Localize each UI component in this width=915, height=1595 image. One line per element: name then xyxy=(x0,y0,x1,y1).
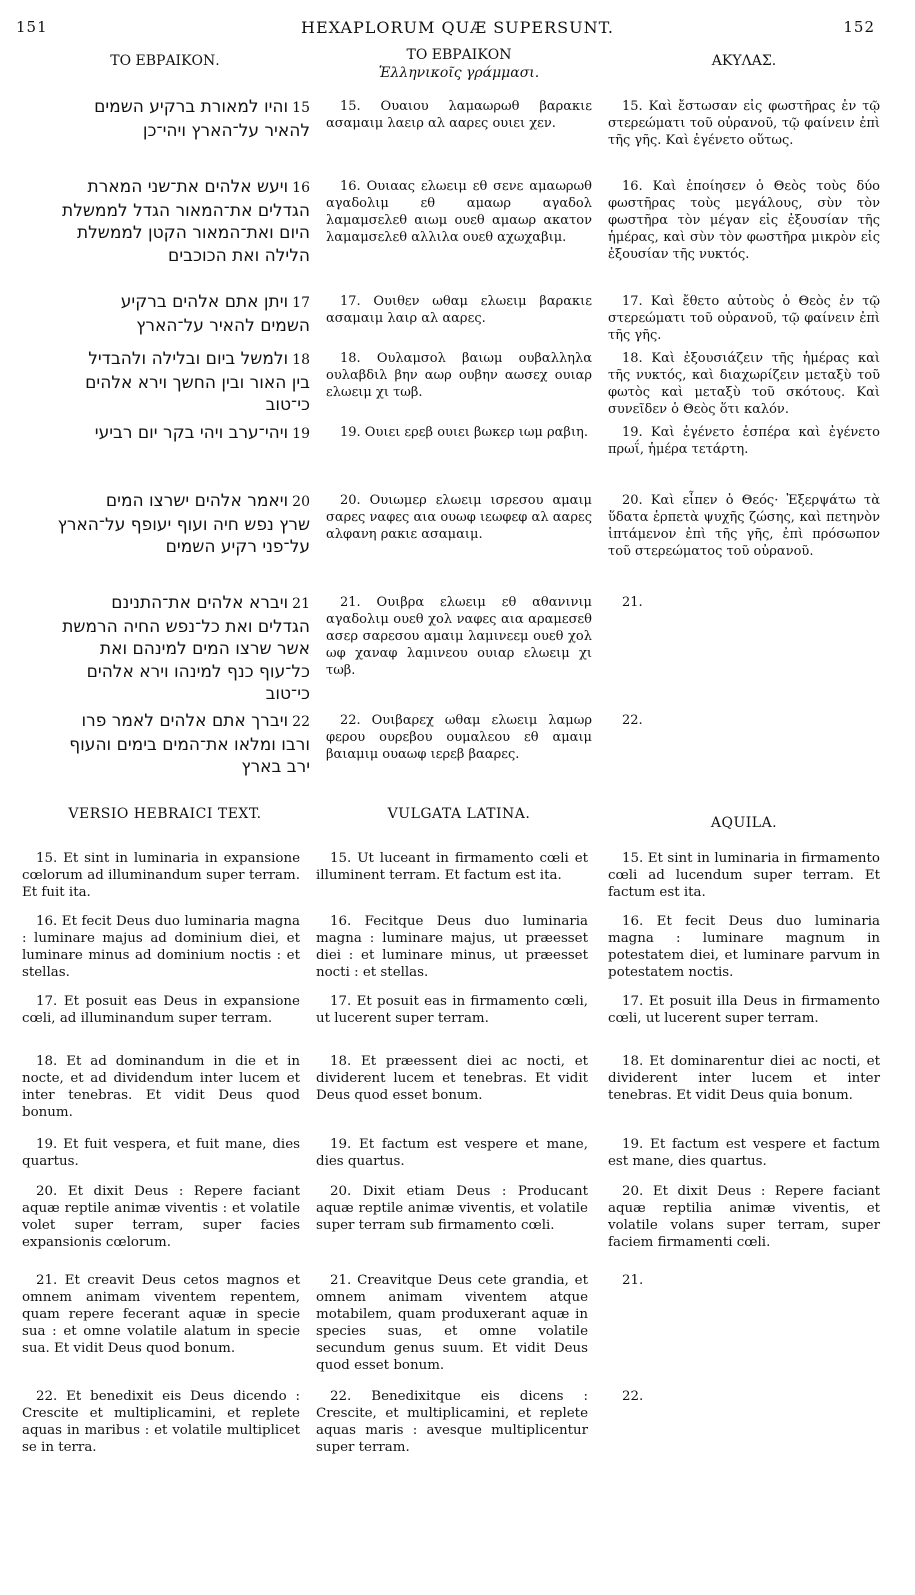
hebrew-line xyxy=(18,734,310,757)
heading-hebrew-greek-letters xyxy=(325,46,593,82)
hebrew-line xyxy=(18,616,310,639)
aquila-greek-verse: 18. Καὶ ἐξουσιάζειν τῆς ἡμέρας καὶ τῆς νυκτός, καὶ διαχωρίζειν μεταξὺ τοῦ φωτὸς καὶ μεταξὺ τοῦ σκότους. Καὶ συνεῖδεν ὁ Θεὸς ὅτι καλόν. xyxy=(608,351,880,417)
hebrew-line xyxy=(18,756,310,779)
aquila-latin-verse: 18. Et dominarentur diei ac nocti, et dividerent inter lucem et inter tenebras. Et vidit Deus quia bonum. xyxy=(608,1054,880,1103)
greek-translit-verse: 15. Ουαιου λαμαωρωθ βαρακιε ασαμαιμ λαειρ αλ ααρες ουιει χεν. xyxy=(326,99,592,131)
page-number-right: 152 xyxy=(843,18,875,36)
vulgata-verse: 19. Et factum est vespere et mane, dies quartus. xyxy=(316,1137,588,1169)
greek-translit-verse: 22. Ουιβαρεχ ωθαμ ελωειμ λαμωρ φερου ουρεβου ουμαλεου εθ αμαιμ βαιαμιμ ουαωφ ιερεβ βααρες. xyxy=(326,713,592,762)
hebrew-line xyxy=(18,422,310,446)
hebrew-text: כי־טוב xyxy=(265,395,310,415)
greek-translit-verse: 19. Ουιει ερεβ ουιει βωκερ ιωμ ραβιη. xyxy=(340,425,588,440)
greek-translit-verse: 20. Ουιωμερ ελωειμ ισρεσου αμαιμ σαρες ναφες αια ουωφ ιεωφεφ αλ ααρες αλφανη ρακιε ασαμαιμ. xyxy=(326,493,592,542)
hebrew-text: על־פני רקיע השמים xyxy=(165,537,310,557)
heading-versio-hebraici: VERSIO HEBRAICI TEXT. xyxy=(68,806,262,822)
verse-number: 20 xyxy=(292,494,310,510)
greek-translit-verse: 16. Ουιαας ελωειμ εθ σενε αμαωρωθ αγαδολιμ εθ αμαωρ αγαδολ λαμαμσελεθ αιωμ ουεθ αμαωρ ακατον λαμαμσελεθ αλλιλα ουεθ αχωχαβιμ. xyxy=(326,179,592,245)
hebrew-text: כל־עוף כנף למינהו וירא אלהים xyxy=(86,661,310,682)
aquila-latin-verse: 22. xyxy=(622,1389,644,1404)
running-title: HEXAPLORUM QUÆ SUPERSUNT. xyxy=(300,18,614,37)
greek-translit-verse: 18. Ουλαμσολ βαιωμ ουβαλληλα ουλαβδιλ βην αωρ ουβην αωσεχ ουιαρ ελωειμ χι τωβ. xyxy=(326,351,592,400)
hebrew-text: כי־טוב xyxy=(265,684,310,704)
hebrew-verse xyxy=(18,490,310,559)
heading-vulgata: VULGATA LATINA. xyxy=(387,806,531,822)
hebrew-text: להאיר על־הארץ ויהי־כן xyxy=(142,120,310,141)
vulgata-verse: 20. Dixit etiam Deus : Producant aquæ reptile animæ viventis, et volatile super terram sub firmamento cœli. xyxy=(316,1184,588,1233)
verse-number: 22 xyxy=(292,714,310,730)
hebrew-line xyxy=(18,661,310,684)
aquila-latin-verse: 16. Et fecit Deus duo luminaria magna : luminare magnum in potestatem diei, et luminare parvum in potestatem noctis. xyxy=(608,914,880,980)
aquila-greek-verse: 21. xyxy=(622,595,643,610)
aquila-latin-verse: 20. Et dixit Deus : Repere faciant aquæ reptilia animæ viventis, et volatile volans super terram, super faciem firmamenti cœli. xyxy=(608,1184,880,1250)
versio-verse: 21. Et creavit Deus cetos magnos et omnem animam viventem repentem, quam repere fecerant aquæ in specie sua : et omne volatile alatum in specie sua. Et vidit Deus quod bonum. xyxy=(22,1273,300,1356)
hebrew-line xyxy=(18,536,310,559)
verse-number: 18 xyxy=(292,352,310,368)
hebrew-line xyxy=(18,315,310,338)
vulgata-verse: 18. Et præessent diei ac nocti, et dividerent lucem et tenebras. Et vidit Deus quod esset bonum. xyxy=(316,1054,588,1103)
verse-number: 15 xyxy=(292,100,310,116)
aquila-greek-verse: 17. Καὶ ἔθετο αὐτοὺς ὁ Θεὸς ἐν τῷ στερεώματι τοῦ οὐρανοῦ, τῷ φαίνειν ἐπὶ τῆς γῆς. xyxy=(608,294,880,343)
hebrew-text: השמים להאיר על־הארץ xyxy=(136,315,310,336)
verse-number: 19 xyxy=(292,426,310,442)
hebrew-text: הגדלים את־המאור הגדל לממשלת xyxy=(62,200,310,221)
hebrew-text: אשר שרצו המים למינהם ואת xyxy=(99,639,310,659)
hebrew-verse xyxy=(18,291,310,337)
hebrew-text: היום ואת־המאור הקטן לממשלת xyxy=(76,223,310,243)
hebrew-line xyxy=(18,222,310,245)
hebrew-text: הלילה ואת הכוכבים xyxy=(168,245,310,266)
page-number-left: 151 xyxy=(16,18,48,36)
versio-verse: 15. Et sint in luminaria in expansione cœlorum ad illuminandum super terram. Et fuit ita. xyxy=(22,851,300,900)
hebrew-text: בין האור ובין החשך וירא אלהים xyxy=(85,372,310,393)
versio-verse: 22. Et benedixit eis Deus dicendo : Crescite et multiplicamini, et replete aquas in maribus : et volatile multiplicet se in terra. xyxy=(22,1389,300,1455)
aquila-greek-verse: 16. Καὶ ἐποίησεν ὁ Θεὸς τοὺς δύο φωστῆρας τοὺς μεγάλους, σὺν τὸν φωστῆρα τὸν μέγαν εἰς ἐξουσίαν τῆς ἡμέρας, καὶ σὺν τὸν φωστῆρα μικρὸν εἰς ἐξουσίαν τῆς νυκτός. xyxy=(608,179,880,262)
aquila-greek-verse: 20. Καὶ εἶπεν ὁ Θεός· Ἐξερψάτω τὰ ὕδατα ἑρπετὰ ψυχῆς ζώσης, καὶ πετηνὸν ἱπτάμενον ἐπὶ τῆς γῆς, ἐπὶ πρόσωπον τοῦ στερεώματος τοῦ οὐρανοῦ. xyxy=(608,493,880,559)
hebrew-verse xyxy=(18,176,310,267)
vulgata-verse: 16. Fecitque Deus duo luminaria magna : luminare majus, ut præesset diei : et luminare minus, ut præesset nocti : et stellas. xyxy=(316,914,588,980)
heading-hebrew: ΤΟ ΕΒΡΑΙΚΟΝ. xyxy=(110,53,220,69)
hebrew-text: והיו למאורת ברקיע השמים xyxy=(94,97,289,117)
hebrew-line xyxy=(18,96,310,120)
aquila-latin-verse: 15. Et sint in luminaria in firmamento cœli ad lucendum super terram. Et factum est ita. xyxy=(608,851,880,900)
hebrew-line xyxy=(18,200,310,223)
verse-number: 21 xyxy=(292,596,310,612)
versio-verse: 17. Et posuit eas Deus in expansione cœli, ad illuminandum super terram. xyxy=(22,994,300,1026)
hebrew-line xyxy=(18,372,310,395)
heading-hebrew-greek-subtitle: Ἑλληνικοῖς γράμμασι. xyxy=(378,65,540,81)
hebrew-line xyxy=(18,176,310,200)
hebrew-verse xyxy=(18,422,310,446)
heading-aquila-greek: ΑΚΥΛΑΣ. xyxy=(711,53,777,69)
hebrew-verse xyxy=(18,710,310,779)
hebrew-text: שרץ נפש חיה ועוף יעופף על־הארץ xyxy=(57,514,310,535)
hebrew-line xyxy=(18,348,310,372)
vulgata-verse: 22. Benedixitque eis dicens : Crescite, et multiplicamini, et replete aquas maris : avesque multiplicentur super terram. xyxy=(316,1389,588,1455)
hebrew-line xyxy=(18,394,310,417)
versio-verse: 16. Et fecit Deus duo luminaria magna : luminare majus ad dominium diei, et luminare minus ad dominium noctis : et stellas. xyxy=(22,914,300,980)
aquila-greek-verse: 19. Καὶ ἐγένετο ἑσπέρα καὶ ἐγένετο πρωΐ, ἡμέρα τετάρτη. xyxy=(608,425,880,457)
hebrew-line xyxy=(18,490,310,514)
aquila-latin-verse: 19. Et factum est vespere et factum est mane, dies quartus. xyxy=(608,1137,880,1169)
hebrew-line xyxy=(18,120,310,143)
hebrew-line xyxy=(18,514,310,537)
greek-translit-verse: 17. Ουιθεν ωθαμ ελωειμ βαρακιε ασαμαιμ λαιρ αλ ααρες. xyxy=(326,294,592,326)
vulgata-verse: 15. Ut luceant in firmamento cœli et illuminent terram. Et factum est ita. xyxy=(316,851,588,883)
hebrew-text: ויברך אתם אלהים לאמר פרו xyxy=(81,711,289,731)
hebrew-line xyxy=(18,710,310,734)
hebrew-text: ויאמר אלהים ישרצו המים xyxy=(105,491,289,511)
hebrew-line xyxy=(18,683,310,706)
versio-verse: 20. Et dixit Deus : Repere faciant aquæ reptile animæ viventis : et volatile volet super terram, super facies expansionis cœlorum. xyxy=(22,1184,300,1250)
aquila-latin-verse: 21. xyxy=(622,1273,644,1288)
aquila-greek-verse: 22. xyxy=(622,713,643,728)
versio-verse: 19. Et fuit vespera, et fuit mane, dies quartus. xyxy=(22,1137,300,1169)
greek-translit-verse: 21. Ουιβρα ελωειμ εθ αθανινιμ αγαδολιμ ουεθ χολ ναφες αια αραμεσεθ ασερ σαρεσου αμαιμ λαμινεεμ ουεθ χολ ωφ χαναφ λαμινεου ουιαρ ελωειμ χι τωβ. xyxy=(326,595,592,678)
vulgata-verse: 17. Et posuit eas in firmamento cœli, ut lucerent super terram. xyxy=(316,994,588,1026)
verse-number: 17 xyxy=(292,295,310,311)
aquila-greek-verse: 15. Καὶ ἔστωσαν εἰς φωστῆρας ἐν τῷ στερεώματι τοῦ οὐρανοῦ, τῷ φαίνειν ἐπὶ τῆς γῆς. Καὶ ἐγένετο οὕτως. xyxy=(608,99,880,148)
hebrew-line xyxy=(18,291,310,315)
hebrew-verse xyxy=(18,348,310,417)
versio-verse: 18. Et ad dominandum in die et in nocte, et ad dividendum inter lucem et inter tenebras. Et vidit Deus quod bonum. xyxy=(22,1054,300,1120)
hebrew-text: ויברא אלהים את־התנינם xyxy=(111,593,289,613)
hebrew-line xyxy=(18,245,310,268)
hebrew-line xyxy=(18,638,310,661)
verse-number: 16 xyxy=(292,180,310,196)
hebrew-text: הגדלים ואת כל־נפש החיה הרמשת xyxy=(62,616,310,637)
hebrew-text: ויתן אתם אלהים ברקיע xyxy=(120,292,289,312)
hebrew-text: ויהי־ערב ויהי בקר יום רביעי xyxy=(94,423,289,443)
vulgata-verse: 21. Creavitque Deus cete grandia, et omnem animam viventem atque motabilem, quam produxerant aquæ in species suas, et omne volatile secundum genus suum. Et vidit Deus quod esset bonum. xyxy=(316,1273,588,1373)
heading-aquila-latin: AQUILA. xyxy=(710,815,778,831)
hebrew-line xyxy=(18,592,310,616)
hebrew-verse xyxy=(18,592,310,706)
hebrew-verse xyxy=(18,96,310,142)
heading-hebrew-greek-title: ΤΟ ΕΒΡΑΙΚΟΝ xyxy=(406,47,512,63)
hebrew-text: ולמשל ביום ובלילה ולהבדיל xyxy=(88,349,289,369)
hebrew-text: ורבו ומלאו את־המים בימים והעוף xyxy=(69,734,310,755)
aquila-latin-verse: 17. Et posuit illa Deus in firmamento cœli, ut lucerent super terram. xyxy=(608,994,880,1026)
hebrew-text: ירב בארץ xyxy=(241,757,310,777)
hebrew-text: ויעש אלהים את־שני המארת xyxy=(87,177,289,197)
